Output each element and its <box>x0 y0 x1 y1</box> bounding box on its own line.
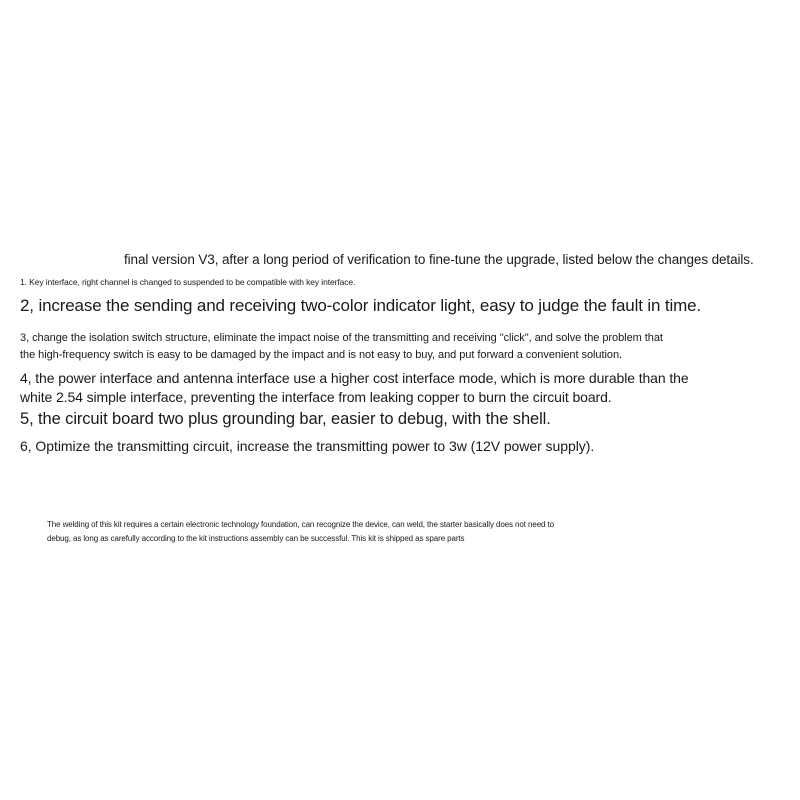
change-item-3 <box>20 330 663 364</box>
change-item-6 <box>20 438 594 454</box>
change-item-4 <box>20 369 689 407</box>
change-item-1 <box>20 277 355 287</box>
change-item-2-line-1: 2, increase the sending and receiving two-color indicator light, easy to judge the fault in time. <box>20 296 701 315</box>
change-item-6-line-1: 6, Optimize the transmitting circuit, increase the transmitting power to 3w (12V power supply). <box>20 438 595 454</box>
change-item-4-line-1: 4, the power interface and antenna interface use a higher cost interface mode, which is more durable than the <box>20 370 689 386</box>
change-item-1-line-1: 1. Key interface, right channel is changed to suspended to be compatible with key interface. <box>20 277 356 287</box>
change-item-3-line-1: 3, change the isolation switch structure, eliminate the impact noise of the transmitting and receiving "click", and solve the problem that <box>20 332 663 344</box>
version-header: final version V3, after a long period of verification to fine-tune the upgrade, listed below the changes details. <box>124 252 754 267</box>
kit-notice-line-2: debug, as long as carefully according to the kit instructions assembly can be successful. This kit is shipped as spare parts <box>47 534 465 543</box>
change-item-5 <box>20 410 551 429</box>
change-item-2 <box>20 296 701 316</box>
change-item-5-line-1: 5, the circuit board two plus grounding bar, easier to debug, with the shell. <box>20 410 551 428</box>
kit-notice-line-1: The welding of this kit requires a certain electronic technology foundation, can recognize the device, can weld, the starter basically does not need to <box>47 520 554 529</box>
kit-notice <box>47 518 554 546</box>
change-item-3-line-2: the high-frequency switch is easy to be damaged by the impact and is not easy to buy, and put forward a convenient solution. <box>20 349 623 361</box>
change-item-4-line-2: white 2.54 simple interface, preventing the interface from leaking copper to burn the circuit board. <box>20 389 612 405</box>
